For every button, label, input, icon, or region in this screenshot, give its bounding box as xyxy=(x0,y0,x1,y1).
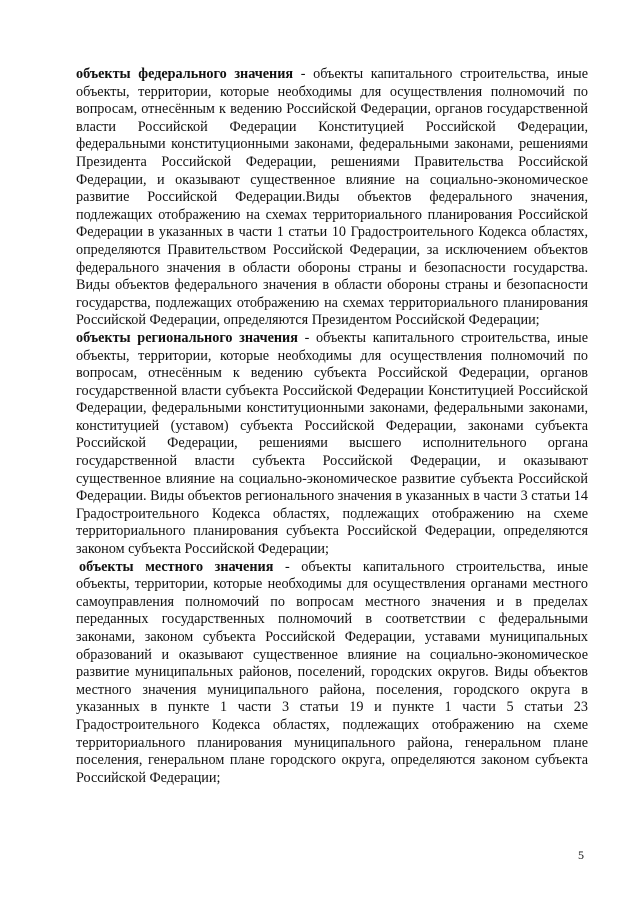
document-page xyxy=(76,66,588,787)
definition-federal-objects: - объекты капитального строительства, иные объекты, территории, которые необходимы для осуществления полномочий по вопросам, отнесённым к ведению Российской Федерации, органов государственной власти Российской Федерации Конституцией Российской Федерации, федеральными конституционными законами, федеральными законами, решениями Президента Российской Федерации, решениями Правительства Российской Федерации, и оказывают существенное влияние на социально-экономическое развитие Российской Федерации.Виды объектов федерального значения, подлежащих отображению на схемах территориального планирования Российской Федерации в указанных в части 1 статьи 10 Градостроительного Кодекса областях, определяются Правительством Российской Федерации, за исключением объектов федерального значения в области обороны страны и безопасности государства. Виды объектов федерального значения в области обороны страны и безопасности государства, подлежащих отображению на схемах территориального планирования Российской Федерации, определяются Президентом Российской Федерации; xyxy=(76,66,588,329)
paragraph-local-objects xyxy=(76,559,588,788)
term-federal-objects: объекты федерального значения xyxy=(76,66,294,82)
paragraph-federal-objects xyxy=(76,66,588,330)
page-number: 5 xyxy=(578,848,584,862)
definition-local-objects: - объекты капитального строительства, иные объекты, территории, которые необходимы для осуществления органами местного самоуправления полномочий по вопросам местного значения и в пределах переданных государственных полномочий в соответствии с федеральными законами, законом субъекта Российской Федерации, уставами муниципальных образований и оказывают существенное влияние на социально-экономическое развитие муниципальных районов, поселений, городских округов. Виды объектов местного значения муниципального района, поселения, городского округа в указанных в пункте 1 части 3 статьи 19 и пункте 1 части 5 статьи 23 Градостроительного Кодекса областях, подлежащих отображению на схеме территориального планирования муниципального района, генеральном плане поселения, генеральном плане городского округа, определяются законом субъекта Российской Федерации; xyxy=(76,558,588,786)
term-local-objects: объекты местного значения xyxy=(79,558,274,575)
paragraph-regional-objects xyxy=(76,330,588,559)
definition-regional-objects: - объекты капитального строительства, иные объекты, территории, которые необходимы для осуществления полномочий по вопросам, отнесённым к ведению субъекта Российской Федерации, органов государственной власти субъекта Российской Федерации Конституцией Российской Федерации, федеральными конституционными законами, федеральными законами, конституцией (уставом) субъекта Российской Федерации, законами субъекта Российской Федерации, решениями высшего исполнительного органа государственной власти субъекта Российской Федерации, и оказывают существенное влияние на социально-экономическое развитие субъекта Российской Федерации. Виды объектов регионального значения в указанных в части 3 статьи 14 Градостроительного Кодекса областях, подлежащих отображению на схеме территориального планирования субъекта Российской Федерации, определяются законом субъекта Российской Федерации; xyxy=(76,329,588,558)
term-regional-objects: объекты регионального значения xyxy=(76,329,298,346)
